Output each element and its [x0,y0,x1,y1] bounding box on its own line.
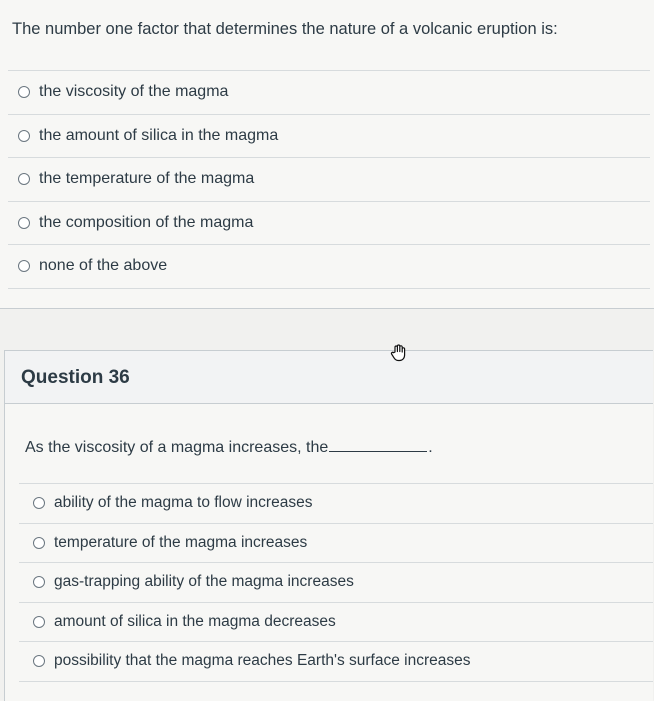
answer-label[interactable]: gas-trapping ability of the magma increases [54,573,354,591]
fill-in-blank-line [329,437,427,452]
answer-label[interactable]: temperature of the magma increases [54,533,308,551]
hand-pointer-icon [389,343,409,363]
answer-label[interactable]: possibility that the magma reaches Earth's surface increases [54,652,471,670]
answer-label[interactable]: the composition of the magma [39,213,254,231]
answer-list [8,70,650,289]
question-35 [0,0,654,309]
answer-option[interactable] [8,71,650,115]
answer-label[interactable]: the amount of silica in the magma [39,126,279,144]
question-title: Question 36 [21,367,130,388]
question-36 [4,350,653,701]
radio-button[interactable] [33,497,45,509]
answer-option[interactable] [19,642,653,682]
answer-option[interactable] [8,202,650,246]
answer-option[interactable] [19,603,653,643]
answer-option[interactable] [19,524,653,564]
answer-label[interactable]: ability of the magma to flow increases [54,494,313,512]
radio-button[interactable] [18,260,30,272]
answer-list [19,483,653,682]
radio-button[interactable] [33,537,45,549]
question-prompt [25,437,433,457]
radio-button[interactable] [18,130,30,142]
radio-button[interactable] [18,173,30,185]
answer-option[interactable] [19,484,653,524]
answer-label[interactable]: the viscosity of the magma [39,83,229,101]
answer-label[interactable]: none of the above [39,257,168,275]
answer-option[interactable] [8,115,650,159]
question-prompt-text: As the viscosity of a magma increases, the [25,439,329,456]
answer-option[interactable] [8,158,650,202]
answer-label[interactable]: the temperature of the magma [39,170,255,188]
question-header [5,351,653,404]
radio-button[interactable] [18,86,30,98]
question-prompt-end: . [428,439,433,456]
radio-button[interactable] [33,576,45,588]
answer-option[interactable] [19,563,653,603]
radio-button[interactable] [18,217,30,229]
question-prompt: The number one factor that determines the nature of a volcanic eruption is: [12,20,558,38]
answer-option[interactable] [8,245,650,289]
radio-button[interactable] [33,655,45,667]
radio-button[interactable] [33,616,45,628]
answer-label[interactable]: amount of silica in the magma decreases [54,612,336,630]
question-separator [0,309,654,350]
